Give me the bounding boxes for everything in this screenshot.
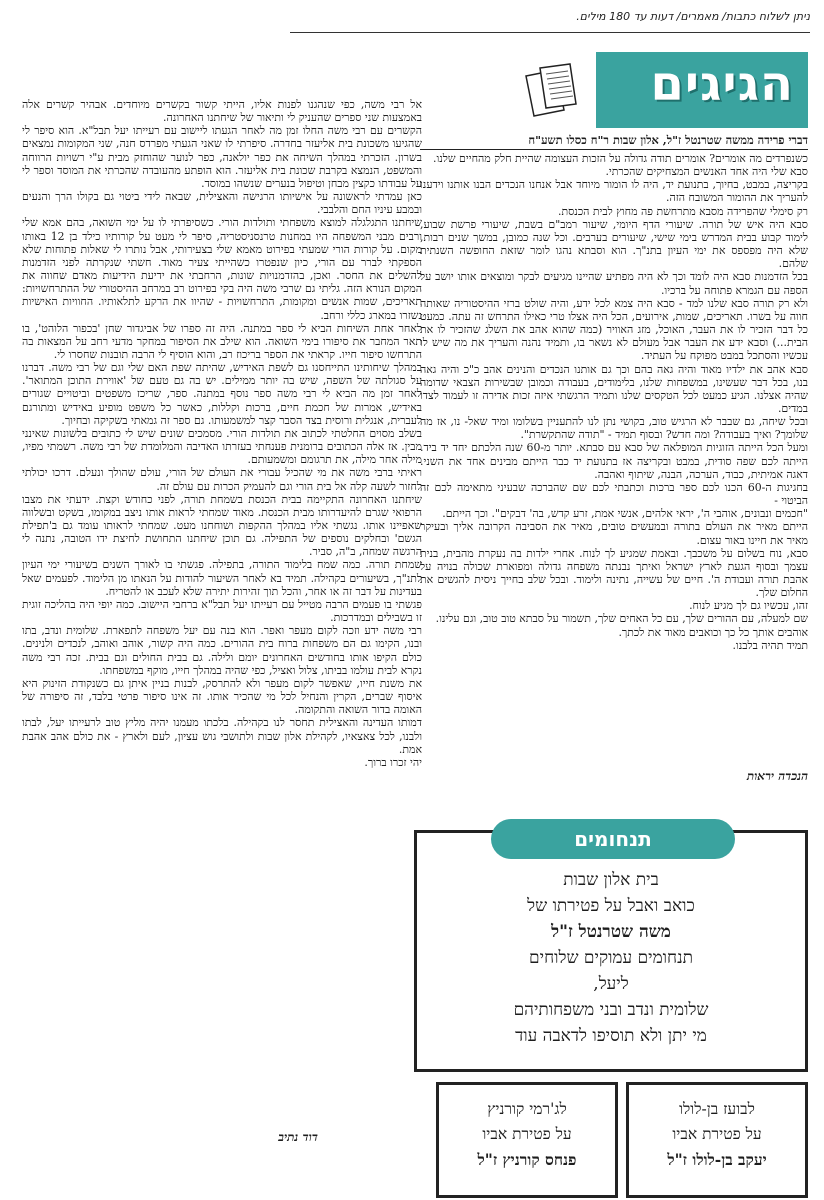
top-rule [290, 32, 810, 33]
paragraph: סבא אהב את ילדיו מאוד והיה גאה בהם וכך גם אותנו הנכדים והנינים אהב כ"כ והיה גאה בנו, בכל דבר שעשינו, במשפחות שלנו, בלימודים, בעבודה וכמובן שבשירות הצבאי שדומה שהיה אצלנו. הגיע כמעט לכל הטקסים שלנו ותמיד הרגשתי איזה זכות אדירה זו לעמוד לצדו במדים. [420, 362, 808, 415]
condolences-box [414, 827, 808, 1072]
condolence-box-kornitz [436, 1082, 618, 1198]
paragraph: בחגיגות ה-60 הכנו לכם ספר ברכות וכתבתי לכם שם שהברכה שבעיני מתאימה לכם זה הביטוי - [420, 480, 808, 508]
condolences-title: תנחומים [491, 819, 735, 859]
paragraph: שמחת תורה. כמה שמח בלימוד התורה, בתפילה. פגשתי בו לאורך השנים בשיעורי ימי העיון לתנ"ך, בשיעורים בקהילה. תמיד בא לאחר השיעור להודות על הנאתו מן הלימוד. לפעמים שאל בעדינות על דבר זה או אחר, והכל תוך זהירות יתירה שלא לעכב או להטריח. [22, 558, 422, 598]
paragraph: הקשרים עם רבי משה החלו זמן מה לאחר הגעתו ליישוב עם רעייתו יעל תבל"א. הוא סיפר לי שהגיעו משכונת בית אליעזר בחדרה. סיפרתי לו שאני הגעתי מפרדס חנה, שני המקומות נמצאים בשרון. הזכרתי במהלך השיחה את כפר יולאנה, כפר לנוער שהוחזק מבית ע"י רשויות הרווחה והמשפט, הנמצא בקרבת שכונת בית אליעזר. הוא הופתע מהעובדה שהכרתי את המוסד וספר לי על עבודתו כקצין מבחן וטיפול בנערים שנשהו במוסד. [22, 124, 422, 190]
paragraph: במהלך שיחותינו התייחסנו גם לשפת האידיש, שהיתה שפת האם שלי וגם של רבי משה. דברנו על סגולתה של השפה, שיש בה יותר ממילים. יש בה גם טעם של 'אווירת התוכן המתואר'. לאחר זמן מה הביא לי רבי משה ספר נוסף במתנה. ספר, שריכז משפטים וביטויים שגורים באידיש, אמרות של חכמת חיים, ברכות וקללות, כאשר כל משפט מופיע באידיש ומתורגם לעברית, אנגלית ורוסית בצד הסבר קצר למשמעותו. גם ספר זה גמאתי בשקיקה ובחיוך. [22, 361, 422, 427]
paragraph: את משנת חייו, שאפשר לקום מעפר ולא להתרסק, לבנות בניין איתן גם כשנקודת הזינוק היא איסוף שברים, הקרין והנחיל לכל מי שהכיר אותו. זה אינו סיפור פרטי בלבד, זה סיפורה של האומה בדור השואה והתקומה. [22, 676, 422, 717]
article-headline: דברי פרידה ממשה שטרנטל ז"ל, אלון שבות ר"ח כסלו תשע"ח [420, 133, 808, 150]
article-column-right [420, 152, 808, 764]
condolences-body [417, 867, 805, 1049]
paragraph: פגשתי בו פעמים הרבה מטייל עם רעייתו יעל תבל"א ברחבי היישוב. כמה יופי היה בהליכה זוגית זו בשבילים ובמדרכות. [22, 597, 422, 625]
paragraph: כשנפרדים מה אומרים? אומרים תודה גדולה על הזכות העצומה שהיית חלק מהחיים שלנו. [433, 152, 808, 165]
paragraph: שיחתנו האחרונה התקיימה בבית הכנסת בשמחת תורה, לפני כחודש וקצת. ידעתי את מצבו הרפואי שגרם להיעדרותו מבית הכנסת. מאוד שמחתי לראות אותו ניצב במקומו, בשקט ובשלווה שאפיינו אותו. נגשתי אליו במהלך ההקפות ושוחחנו מעט. שמחתי לראותו עומד גם ב'תפילת הגשם' ובחלקים נוספים של התפילה. גם תוכן שיחתנו התחושת לחיצת ידו הטובה, נתנה לי הרגשה שמחה, ב"ה, סביר. [22, 492, 422, 559]
submission-note: ניתן לשלוח כתבות/ מאמרים/ דעות עד 180 מילים. [576, 10, 810, 23]
paragraph: סבא שלי היה אחד האנשים המצחיקים שהכרתי. [605, 165, 808, 179]
paragraph: לאחר אחת השיחות הביא לי ספר במתנה. היה זה ספרו של אביגדור שחן 'בכפור הלוהט', בו תאר המחבר את סיפורו בימי השואה. הוא שילב את הסיפור במחקר מדעי רחב על המצאות בה התרחשו סיפור חייו. קראתי את הספר בריכוז רב, והוא הוסיף לי הרבה תובנות שחסרו לי. [22, 321, 422, 361]
paragraph: "חכמים ונבונים, אוהבי ה', יראי אלהים, אנשי אמת, זרע קדש, בה' דבקים". וכך הייתם. [442, 507, 808, 521]
paragraph: ולא רק תורה סבא שלנו למד - סבא היה צמא לכל ידע, והיה שולט ברזי ההיסטוריה שאותה חווה על בשרו. תאריכים, שמות, אירועים, הכל היה אצלו טרי כאילו התרחש זה עתה. כמעט כל דבר הזכיר לו את העבר, האוכל, מזג האוויר (כמה שהוא אהב את השלג שהזכיר לו את הבית...) וסבא ידע את העבר אבל מעולם לא נשאר בו, ותמיד נהנה והעריך את מה שיש לו עכשיו והסתכל במבט מפוקח על העתיד. [420, 296, 808, 363]
condolence-line: מי יתן ולא תוסיפו לדאבה עוד [515, 1026, 707, 1046]
paragraph: ומעל הכל הייתה הזוגיות המופלאה של סבא עם סבתא. יותר מ-60 שנה הלכתם יחד יד ביד. הייתה לכם שפה סודית, במבט ובקריצה אז בתנועת יד כבר הייתם מבינים אחד את השני. דאגה אמיתית, כבוד, הערכה, הבנה, שיתוף ואהבה. [420, 441, 808, 481]
condolence-deceased-name: משה שטרנטל ז"ל [551, 922, 671, 942]
condolence-line: בית אלון שבות [563, 870, 659, 890]
paragraph: אל רבי משה, כפי שנהגנו לפנות אליו, הייתי קשור בקשרים מיוחדים. אבהיר קשרים אלה באמצעות שני ספרים שהעניק לי ותיאור של שיחתנו האחרונה. [22, 98, 422, 125]
condolence-line: כואב ואבל על פטירתו של [527, 896, 695, 916]
condolence-deceased-name: פנחס קורניץ ז"ל [477, 1150, 577, 1169]
condolence-recipient: לג'רמי קורניץ [487, 1100, 567, 1118]
paragraph: תמיד תהיה בלבנו. [732, 638, 808, 652]
paragraph: כאן עמדתי לראשונה על אישיותו הרגישה והאצילית, שבאה לידי ביטוי גם בקולו הרך והנעים ובמבע עיניו החם והלבבי. [22, 190, 422, 217]
paragraph: שיחתנו התגלגלה למוצא משפחתי ותולדות הורי. כשסיפרתי לו על ימי השואה, בהם אמא שלי ורבים מבני המשפחה היו במחנות טרנסניסטריה, סיפר לי מעט על קורותיו כילד בן 12 באותו מקום. על קורות הורי שמעתי בפירוט מאמא שלי בצעירותי, אבל נותרו לי שאלות פתוחות שלא הספקתי לברר עם הורי, כיון שנפטרו כשהייתי צעיר מאוד. חשתי שנקרתה לפני הזדמנות להשלים את החסר. ואכן, בהזדמנויות שונות, הרחבתי את ידיעת הידיעות מאדם שחווה את המקום הנורא הזה. גליתי גם שרבי משה היה בקי בפירוט רב במרחב ההיסטורי של ההתרחשויות: תאריכים, שמות אנשים ומקומות, התרחשויות - שהיוו את הרקע לתלאותיו. החוויות האישיות נשזרו במארג כללי ורחב. [22, 216, 422, 322]
section-title: הגיגים [650, 56, 794, 112]
paragraph: ראיתי ברבי משה את מי שהכיל עבורי את העולם של הורי, עולם שהולך ונעלם. דרכו יכולתי לחזור לשעה קלה אל בית הורי וגם להעמיק הכרות עם עולם זה. [22, 466, 422, 493]
condolence-line: על פטירת אביו [672, 1125, 762, 1143]
condolence-box-benlulu [626, 1082, 808, 1198]
article-column-left [22, 98, 422, 1193]
author-signature-left: דוד נתיב [278, 1130, 318, 1144]
condolence-recipient: לבועז בן-לולו [679, 1100, 755, 1118]
condolence-line: תנחומים עמוקים שלוחים [529, 948, 693, 968]
paragraph: סבא, נוח בשלום על משכבך. ובאמת שמגיע לך לנוח. אחרי ילדות בה נעקרת מהבית, בנית עצמך ובסוף הגעת לארץ ישראל ואיתך נבנתה משפחה גדולה ומפוארת שכולה בנויה על אהבת תורה ועבודת ה'. חיים של עשייה, נתינה ולימוד. ובכל שלב בחייך ניסית להגשים את החלום שלך. [420, 546, 808, 600]
condolence-line: על פטירת אביו [482, 1125, 572, 1143]
paragraph: בשלב מסוים החלטתי לכתוב את תולדות הורי. מסמכים שונים שיש לי כתובים בלשונות שאינני מבין. אז אלה הכתובים ברומנית פענחתי בעזרתו האדיבה והמלומדת של רבי משה. רשמתי מפיו, מילה אחר מילה, את תרגומם ומשמעותם. [22, 426, 422, 467]
paragraph: שם למעלה, עם ההורים שלך, עם כל האחים שלך, תשמור על סבתא טוב טוב, וגם עלינו. [435, 612, 808, 626]
paragraph: אוהבים אותך כל כך וכואבים מאוד את לכתך. [618, 625, 808, 639]
paragraph: יהי זכרו ברוך. [364, 755, 422, 769]
section-banner [596, 52, 808, 128]
paragraph: זהו, עכשיו גם לך מגיע לנוח. [689, 599, 808, 613]
paragraph: הייתם מאיר את העולם בתורה ובמעשים טובים, מאיר את הסביבה הקרובה אליך ובעיקר מאיר את חיינו באור עצום. [420, 520, 808, 547]
author-signature-right: הנכדה יראות [746, 769, 808, 783]
papers-icon [520, 62, 586, 128]
paragraph: בכל הזדמנות סבא היה לומד וכך לא היה מפתיע שהיינו מגיעים לבקר ומוצאים אותו יושב על הספה עם הגמרא פתוחה על ברכיו. [420, 270, 808, 297]
paragraph: ובכל שיחה, גם שבבר לא הרגיש טוב, בקושי נתן לנו להתעניין בשלומו ומיד שאל- נו, אז מה שלומך? ואיך בעבודה? ומה חדש? ובסוף תמיד - "תודה שהתקשרת". [420, 415, 808, 442]
paragraph: סבא היה איש של תורה. שיעורי הדף היומי, שיעור רמב"ם בשבת, שיעורי פרשת שבוע, לימוד קבוע בבית המדרש בימי שישי, שיעורים בערבים. וכל שנה כמובן, במשך שנים רבות, שלא היה מפספס את ימי העיון בתנ"ך. הוא וסבתא נהגו לומר שזאת החופשה השנתית שלהם. [420, 217, 808, 271]
paragraph: בקריצה, במבט, בחיוך, בתנועת יד, היה לו הומור מיוחד אבל אנחנו הנכדים הבנו אותנו וידענו להעריך את ההומור המשובח הזה. [420, 178, 808, 205]
condolence-line: ליעל, [593, 974, 629, 994]
paragraph: דמותו העדינה והאצילית תחסר לנו בקהילה. בלכתו מעמנו יהיה מליץ טוב לרעייתו יעל, לבתו ולבנו, לכל צאצאיו, לקהילת אלון שבות ולתושבי גוש עציון, לעם ולארץ - את כולם אהב אהבת אמת. [22, 716, 422, 756]
paragraph: רבי משה ידע וזכה לקום מעפר ואפר. הוא בנה עם יעל משפחה לתפארת. שלומית ונדב, בתו ובנו, הקימו גם הם משפחות ברוח בית ההורים. כמה היה קשור, אוהב ואוהב, לנכדים ולנינים. כולם הקיפו אותו בחודשים האחרונים יומם ולילה. גם בבית החולים וגם בבית. זכה רבי משה נקרא לבית עולמו בביתו, צלול ואציל, כפי שהיה במהלך חייו, מוקף במשפחתו. [22, 624, 422, 677]
condolence-line: שלומית ונדב ובני משפחותיהם [513, 1000, 709, 1020]
condolence-deceased-name: יעקב בן-לולו ז"ל [667, 1150, 767, 1169]
paragraph: רק סימלי שהפרידה מסבא מתרחשת פה מחוץ לבית הכנסת. [558, 204, 808, 218]
